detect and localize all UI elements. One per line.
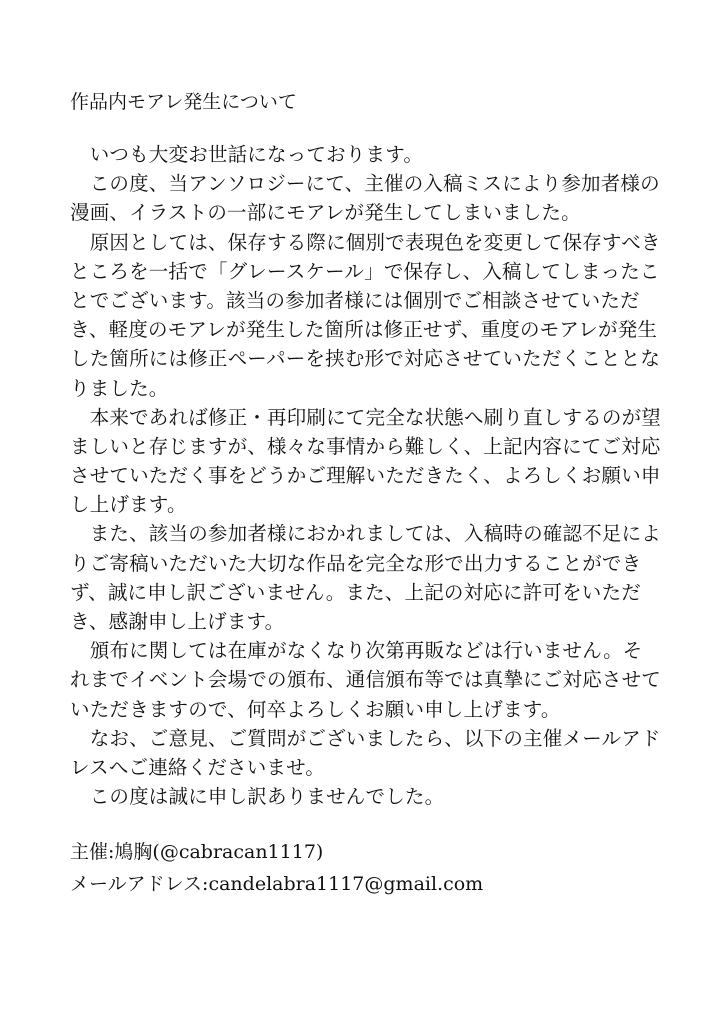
body-line: なお、ご意見、ご質問がございましたら、以下の主催メールアド bbox=[70, 726, 661, 750]
body-line: ず、誠に申し訳ございません。また、上記の対応に許可をいただ bbox=[70, 580, 641, 604]
body-line: この度、当アンソロジーにて、主催の入稿ミスにより参加者様の bbox=[70, 172, 660, 196]
body-line: この度は誠に申し訳ありませんでした。 bbox=[70, 785, 445, 809]
document-body bbox=[70, 140, 670, 811]
document-footer bbox=[70, 836, 483, 900]
body-line: ところを一括で「グレースケール」で保存し、入稿してしまったこ bbox=[70, 259, 660, 283]
body-line: とでございます。該当の参加者様には個別でご相談させていただ bbox=[70, 288, 640, 312]
body-line: また、該当の参加者様におかれましては、入稿時の確認不足によ bbox=[70, 522, 662, 546]
body-line: りました。 bbox=[70, 376, 169, 400]
body-line: 原因としては、保存する際に個別で表現色を変更して保存すべき bbox=[70, 230, 661, 254]
body-line: 頒布に関しては在庫がなくなり次第再販などは行いません。そ bbox=[70, 639, 643, 663]
document-title: 作品内モアレ発生について bbox=[70, 91, 297, 113]
body-line: し上げます。 bbox=[70, 493, 187, 517]
body-line: した箇所には修正ペーパーを挟む形で対応させていただくこととな bbox=[70, 347, 661, 371]
body-line: き、軽度のモアレが発生した箇所は修正せず、重度のモアレが発生 bbox=[70, 318, 658, 342]
body-line: させていただく事をどうかご理解いただきたく、よろしくお願い申 bbox=[70, 464, 661, 488]
body-line: れまでイベント会場での頒布、通信頒布等では真摯にご対応させて bbox=[70, 668, 662, 692]
body-line: 漫画、イラストの一部にモアレが発生してしまいました。 bbox=[70, 201, 581, 225]
organizer-line: 主催:鳩胸(@cabracan1117) bbox=[70, 841, 324, 863]
body-line: りご寄稿いただいた大切な作品を完全な形で出力することができ bbox=[70, 551, 642, 575]
email-line: メールアドレス:candelabra1117@gmail.com bbox=[70, 873, 484, 895]
body-line: 本来であれば修正・再印刷にて完全な状態へ刷り直しするのが望 bbox=[70, 405, 662, 429]
body-line: ましいと存じますが、様々な事情から難しく、上記内容にてご対応 bbox=[70, 434, 661, 458]
body-line: いただきますので、何卒よろしくお願い申し上げます。 bbox=[70, 697, 561, 721]
body-line: き、感謝申し上げます。 bbox=[70, 610, 285, 633]
body-line: レスへご連絡くださいませ。 bbox=[70, 755, 325, 779]
body-line: いつも大変お世話になっております。 bbox=[70, 143, 424, 166]
